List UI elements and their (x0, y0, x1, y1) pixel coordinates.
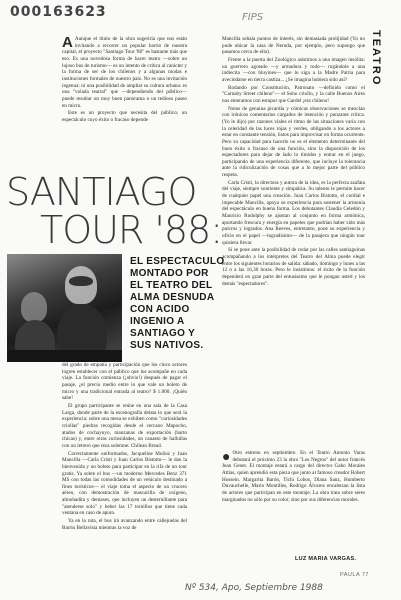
handwritten-note: Nº 534, Apo, Septiembre 1988 (185, 583, 323, 593)
intro-text-1: Aunque el título de la obra sugeriría que nos están invitando a recorrer un popular barrio de nuestra capital, el proyecto "Santiago Tour '88" es bastante más que eso. Es una novedosa forma de hacer teatro —sobre un lujoso bus de turismo— es un intento de crítica al carácter y la forma de ser de los chilenos y a algunas modas e instituciones formales de nuestro país. No es una invitación ingenua: ni una posibilidad de ampliar su cultura urbana: es una "volada teatral" que —dependiendo del público— puede resultar un muy buen panorama o un tedioso paseo en micro. (62, 36, 187, 109)
body-paragraph: Carla Cristi, la directora y autora de la idea, es la perfecta azafata del viaje, siempre sonriente y simpática. Su talento le permite hacer de cualquier papel una creación. Juan Carlos Bistotto, el cordial e impecable Mancilla, apoya su experiencia para sostener la armonía del espectáculo en buena forma. Los debutantes Claudia Celedón y Mauricio Rudolphy se ajustan al conjunto en forma armónica, aportando frescura y energía en papeles que podrían haber sido más pulcros y logrados. Ana Reeves, entretanto, pone su experiencia y oficio en el papel —logradísimo— de la pasajera que ningún tour quisiera llevar. (222, 179, 365, 246)
intro-paragraph-2: Este es un proyecto que necesita del público; un espectáculo cuyo éxito o fracaso depende (62, 110, 187, 123)
body-paragraph: Ya en la ruta, el bus irá avanzando entre callejuelas del Barrio Bellavista mientras la voz de (62, 518, 187, 531)
body-paragraph: Rodando por Constitución, Patronato —definido como el "Carnaby Street chileno"— el Soho criollo, y la calle Buenos Aires nos enteramos con estupor que Gardel ¡era chileno! (222, 84, 365, 104)
subheadline-line: CON ACIDO (130, 304, 190, 315)
body-text: Otro estreno en septiembre. En el Teatro Antonio Varas debutará el próximo 23 la obra "Los Negros" del autor francés Jean Genet. El montaje estará a cargo del director Gabo Morales Attias, quien aprendió esta pieza que junto al famoso creador Robert Hossein. Margarita Barón, Tichi Lobos, Diana Sanz, Humberto Duvauchelle, Mario Montilles, Rodrigo Álvarez encabezan la lista de actores que participan en este montaje. La obra trata sobre seres marginados no sólo por su color, sino por sus diferencias morales. (222, 450, 365, 503)
body-paragraph: Frente a la puerta del Zoológico asistimos a una imagen insólita: un guerrero agotado —y armadura y todo— rogándole a una indiecita —con bluyines— que lo siga a la Madre Patria para avecindarse en tierra castiza... ¿Se imagina hubiera sido así? (222, 56, 365, 83)
left-body-column (62, 362, 187, 532)
photo-actors (7, 254, 122, 362)
subheadline-line: SUS NATIVOS. (130, 340, 204, 351)
section-tag: TEATRO (370, 30, 382, 87)
right-column (222, 36, 365, 288)
intro-column (62, 36, 187, 125)
subheadline-line: MONTADO POR (130, 268, 209, 279)
page-label: PAULA 77 (340, 572, 369, 578)
body-paragraph: El grupo participante se reúne en una sala de la Casa Larga, donde parte de la escenografía delata lo que será la experiencia: sobre una mesa se exhiben como "curiosidades criollas" piedras recogidas desde el cercano Mapocho, atados de cochayuyo, manzanas de exportación (harto chicas) y, entre otras curiosidades, un canasto de hallullas con un letrero que reza solemne: Chilean Bread. (62, 402, 187, 449)
byline: LUZ MARIA VARGAS. (295, 556, 357, 562)
subheadline-line: SANTIAGO Y (130, 328, 196, 339)
body-paragraph: Mancilla señala puntos de interés, sin demasiada prolijidad (Yo no pude ubicar la casa de Neruda, por ejemplo, pero supongo que pasamos cerca de ella). (222, 36, 365, 56)
body-paragraph: Correctamente uniformados, Jacqueline Muñoz y Juan Mancilla —Carla Cristi y Juan Carlos Bistotto— le dan la bienvenida y un boleto para participar en la rifa de un tour gratis. Ya sobre el bus —un moderno Mercedes Benz 371 MS con todas las comodidades de un vehículo destinado a fines turísticos— el viaje toma el aspecto de un crucero aéreo, con demostración de mascarilla de oxígeno, almohadita y demases, que incluyen un desternillante para "atenderse solo" y beber las 17 tornillos que tiene cada ventana en caso de apuro. (62, 450, 187, 517)
subheadline-line: EL ESPECTACULO (130, 256, 225, 267)
headline-line-1: SANTIAGO (6, 170, 197, 214)
body-paragraph: del grado de empatía y participación que los cinco actores logren establecer con el público que los acompañe en cada viaje. La función comienza (¡obvio!) después de pagar el pasaje, ¿el precio medio entre lo que vale un boleto de micro y una tradicional entrada al teatro? $ 1.000. ¡Quién sabe! (62, 362, 187, 402)
body-paragraph: Notas de genuina picardía y cómicas observaciones se mezclan con irónicos comentarios cargados de intención y punzante crítica. (Yo le dijo) por razones viales el ritmo de las situaciones varía con la celeridad de las luces rojas y verdes, obligando a los actores a estar en constante tensión, listos para improvisar en forma ocurrente. Pero su capacidad para hacerlo no es el elemento determinante del buen éxito o fracaso de una función, sino la disposición de los espectadores para dejar de lado lo tímidos y entrar en el juego, participando de una experiencia diferente, que incluye la tolerancia ante la ridiculización de cosas que a lo mejor parte del público respeta. (222, 105, 365, 179)
archive-number: 000163623 (10, 4, 107, 20)
drop-cap-bullet: ● (222, 448, 231, 464)
headline-line-2: TOUR '88: (40, 208, 223, 252)
body-paragraph (222, 450, 365, 503)
drop-cap: A (62, 34, 73, 51)
handwritten-mark: FIPS (242, 12, 264, 23)
subheadline-line: EL TEATRO DEL (130, 280, 213, 291)
right-bottom-column (222, 450, 365, 504)
body-paragraph: Si se pone ante la posibilidad de rodar por las calles santiaguinas acompañando a los intérpretes del Teatro del Alma puede elegir entre los siguientes horarios de salida: sábado, domingo y lunes a las 12 o a las 16,30 horas. Pero le insistimos: el éxito de la función dependerá en gran parte del entusiasmo que le pongan usted y los demás "espectadores". (222, 247, 365, 287)
subheadline-line: ALMA DESNUDA (130, 292, 215, 303)
subheadline-line: INGENIO A (130, 316, 185, 327)
intro-paragraph-1 (62, 36, 187, 109)
